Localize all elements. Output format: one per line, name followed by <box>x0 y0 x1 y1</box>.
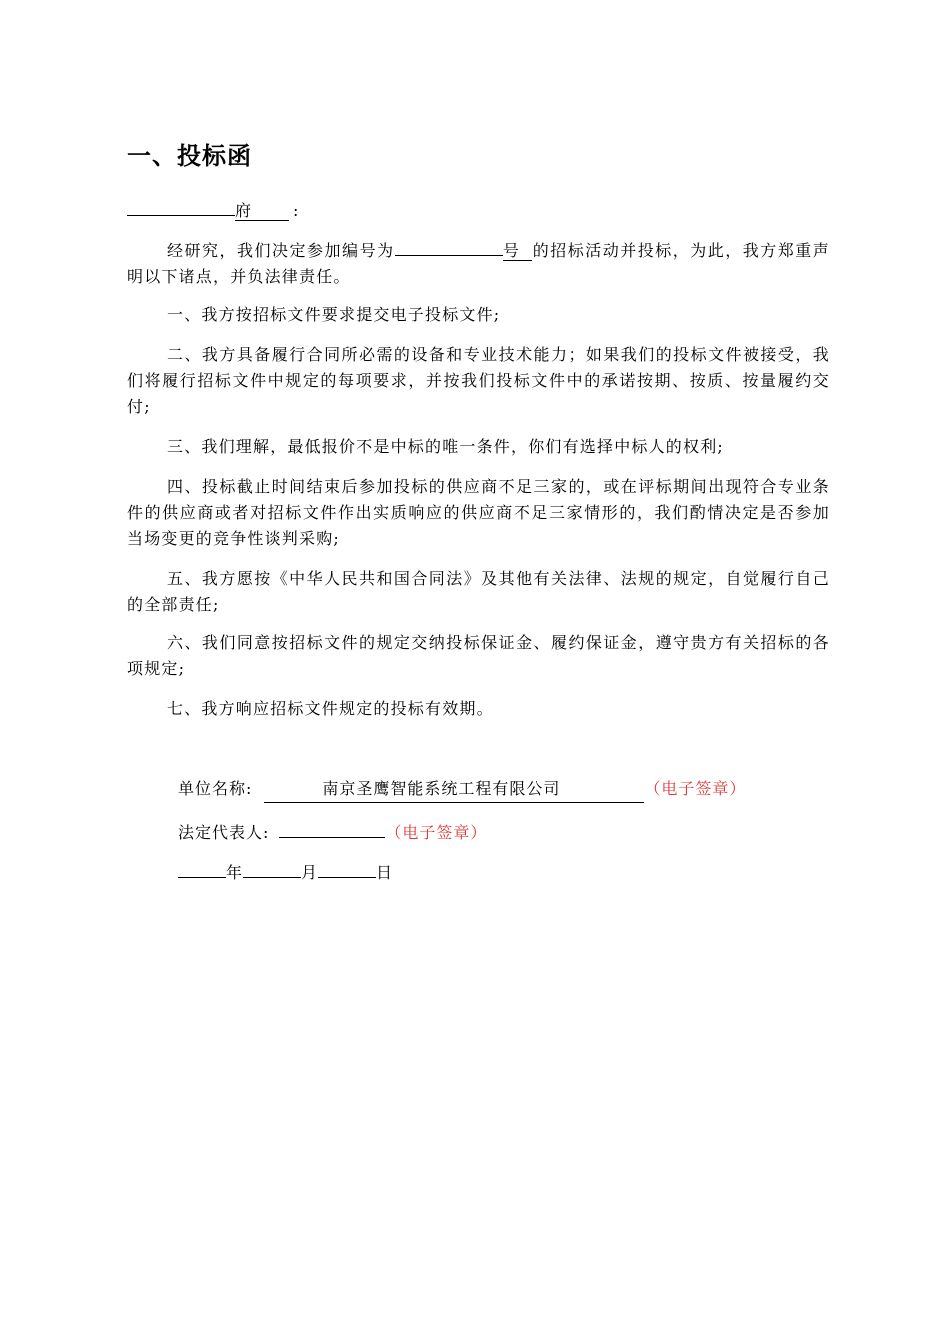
month-blank <box>243 858 301 878</box>
clause-6: 六、我们同意按招标文件的规定交纳投标保证金、履约保证金，遵守贵方有关招标的各项规定; <box>127 633 830 678</box>
date-line <box>178 858 393 886</box>
year-blank <box>178 858 226 878</box>
bid-number-suffix: 号 <box>503 241 533 261</box>
clause-7: 七、我方响应招标文件规定的投标有效期。 <box>167 699 494 718</box>
legal-rep-blank <box>279 818 385 838</box>
clause-5: 五、我方愿按《中华人民共和国合同法》及其他有关法律、法规的规定，自觉履行自己的全部责任; <box>127 569 830 614</box>
clause-4: 四、投标截止时间结束后参加投标的供应商不足三家的，或在评标期间出现符合专业条件的供应商或者对招标文件作出实质响应的供应商不足三家情形的，我们酌情决定是否参加当场变更的竞争性谈判采购; <box>127 477 830 548</box>
unit-name-value: 南京圣鹰智能系统工程有限公司 <box>264 776 644 803</box>
page-title: 一、投标函 <box>127 142 252 170</box>
bid-number-blank <box>395 236 503 256</box>
legal-rep-line <box>178 818 487 846</box>
intro-after: 的招标活动并投标，为此，我方郑重声明以下诸点，并负法律责任。 <box>127 241 830 286</box>
year-label: 年 <box>226 863 244 882</box>
day-label: 日 <box>376 863 394 882</box>
unit-name-label: 单位名称: <box>178 779 253 798</box>
unit-seal-note: （电子签章） <box>644 779 747 798</box>
addressee-suffix: 府 <box>235 201 289 221</box>
intro-paragraph <box>127 236 830 290</box>
intro-before: 经研究，我们决定参加编号为 <box>167 241 395 260</box>
clause-3: 三、我们理解，最低报价不是中标的唯一条件，你们有选择中标人的权利; <box>167 437 724 456</box>
addressee-blank <box>127 196 235 216</box>
clause-2: 二、我方具备履行合同所必需的设备和专业技术能力；如果我们的投标文件被接受，我们将履行招标文件中规定的每项要求，并按我们投标文件中的承诺按期、按质、按量履约交付; <box>127 345 830 416</box>
month-label: 月 <box>301 863 319 882</box>
day-blank <box>318 858 376 878</box>
addressee-line <box>127 196 298 224</box>
legal-rep-label: 法定代表人: <box>178 823 270 842</box>
addressee-colon: : <box>293 201 299 220</box>
clause-1: 一、我方按招标文件要求提交电子投标文件; <box>167 305 501 324</box>
legal-rep-seal-note: （电子签章） <box>385 823 488 842</box>
unit-name-line <box>178 776 746 803</box>
